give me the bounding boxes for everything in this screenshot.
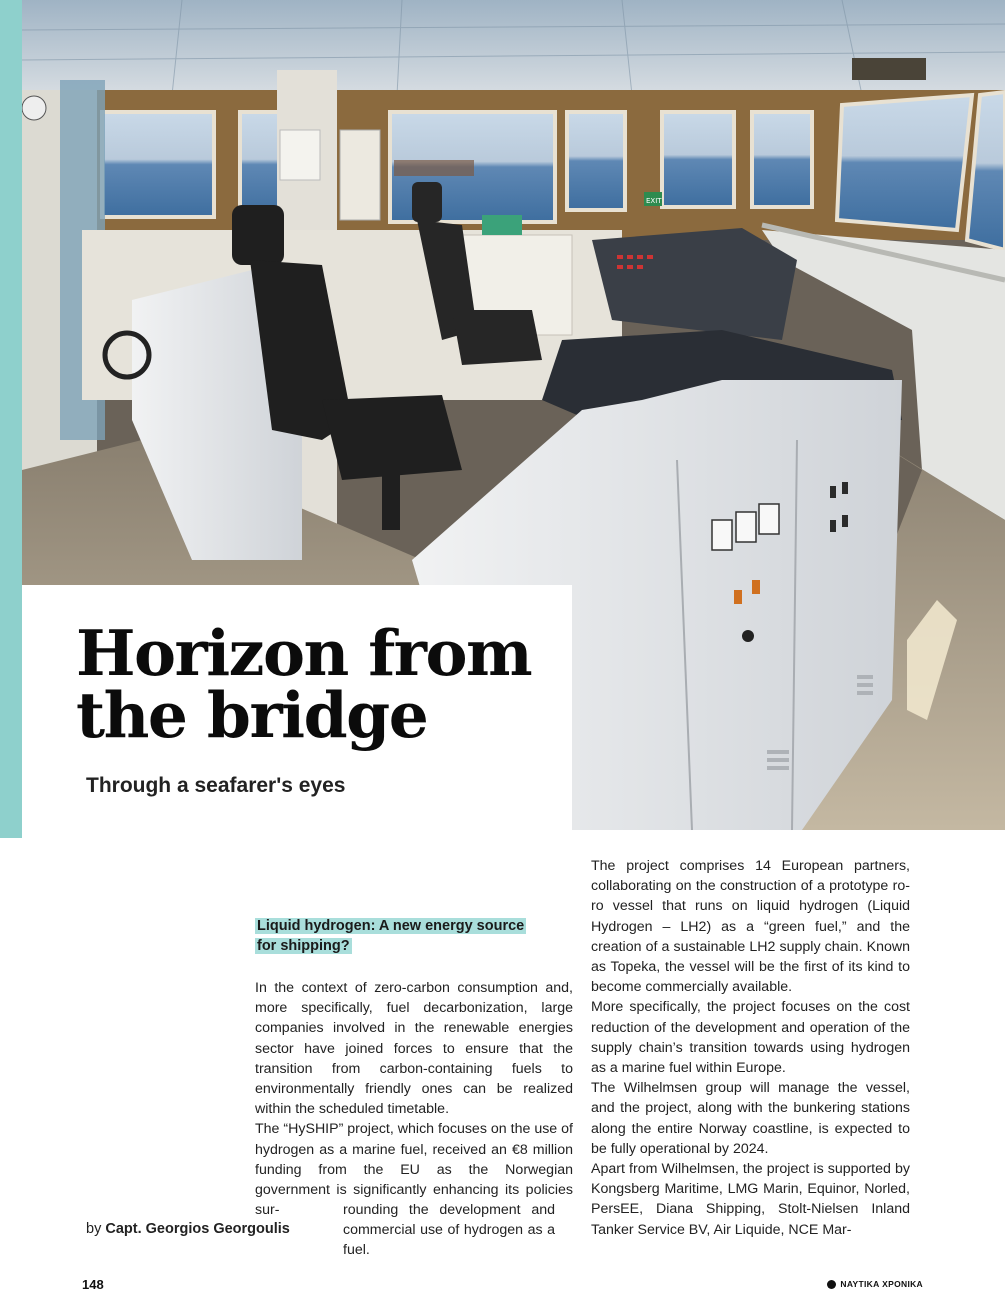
title-line-2: the bridge [76,678,428,752]
svg-text:EXIT: EXIT [646,197,662,205]
magazine-brand [827,1279,923,1289]
section-heading-text: Liquid hydrogen: A new energy source for shipping? [257,918,525,954]
magazine-name: ΝΑΥΤΙΚΑ ΧΡΟΝΙΚΑ [840,1279,923,1289]
magazine-logo-icon [827,1280,836,1289]
column-1 [255,978,573,1220]
page-number: 148 [82,1277,104,1292]
paragraph: The Wilhelmsen group will manage the vessel, and the project, along with the bunkering stations along the entire Norway coastline, is expected to be fully operational by 2024. [591,1080,910,1157]
author-name: Capt. Georgios Georgoulis [105,1221,290,1237]
paragraph: In the context of zero-carbon consumption and, more specifically, fuel decarbonization, large companies involved in the renewable energies sector have joined forces to ensure that the transition from carbon-containing fuels to environmentally friendly ones can be realized within the scheduled timetable. [255,980,573,1118]
column-2 [591,856,910,1240]
title-line-1: Horizon from [76,616,532,690]
paragraph: The project comprises 14 European partners, collaborating on the construction of a prototype ro-ro vessel that runs on liquid hydrogen (Liquid Hydrogen – LH2) as a “green fuel,” and the creation of a sustainable LH2 supply chain. Known as Topeka, the vessel will be the first of its kind to become commercially available. [591,858,910,996]
paragraph: The “HySHIP” project, which focuses on the use of hydrogen as a marine fuel, received an €8 million funding from the EU as the Norwegian government is significantly enhancing its policies sur- [255,1121,573,1219]
accent-bar [0,0,22,838]
paragraph: More specifically, the project focuses on the cost reduction of the development and operation of the supply chain’s transition towards using hydrogen as a marine fuel within Europe. [591,999,910,1077]
ceiling-display [852,58,926,80]
column-1-continuation: rounding the development and commercial use of hydrogen as a fuel. [343,1202,555,1259]
author-byline [86,1221,290,1237]
wall-clock [22,96,46,120]
section-heading [255,916,533,956]
paragraph: Apart from Wilhelmsen, the project is supported by Kongsberg Maritime, LMG Marin, Equinor, Norled, PersEE, Diana Shipping, Stolt-Nielsen Inland Tanker Service BV, Air Liquide, NCE Mar- [591,1161,910,1238]
article-subtitle: Through a seafarer's eyes [86,774,346,797]
article-title [76,616,532,752]
byline-prefix: by [86,1221,102,1237]
